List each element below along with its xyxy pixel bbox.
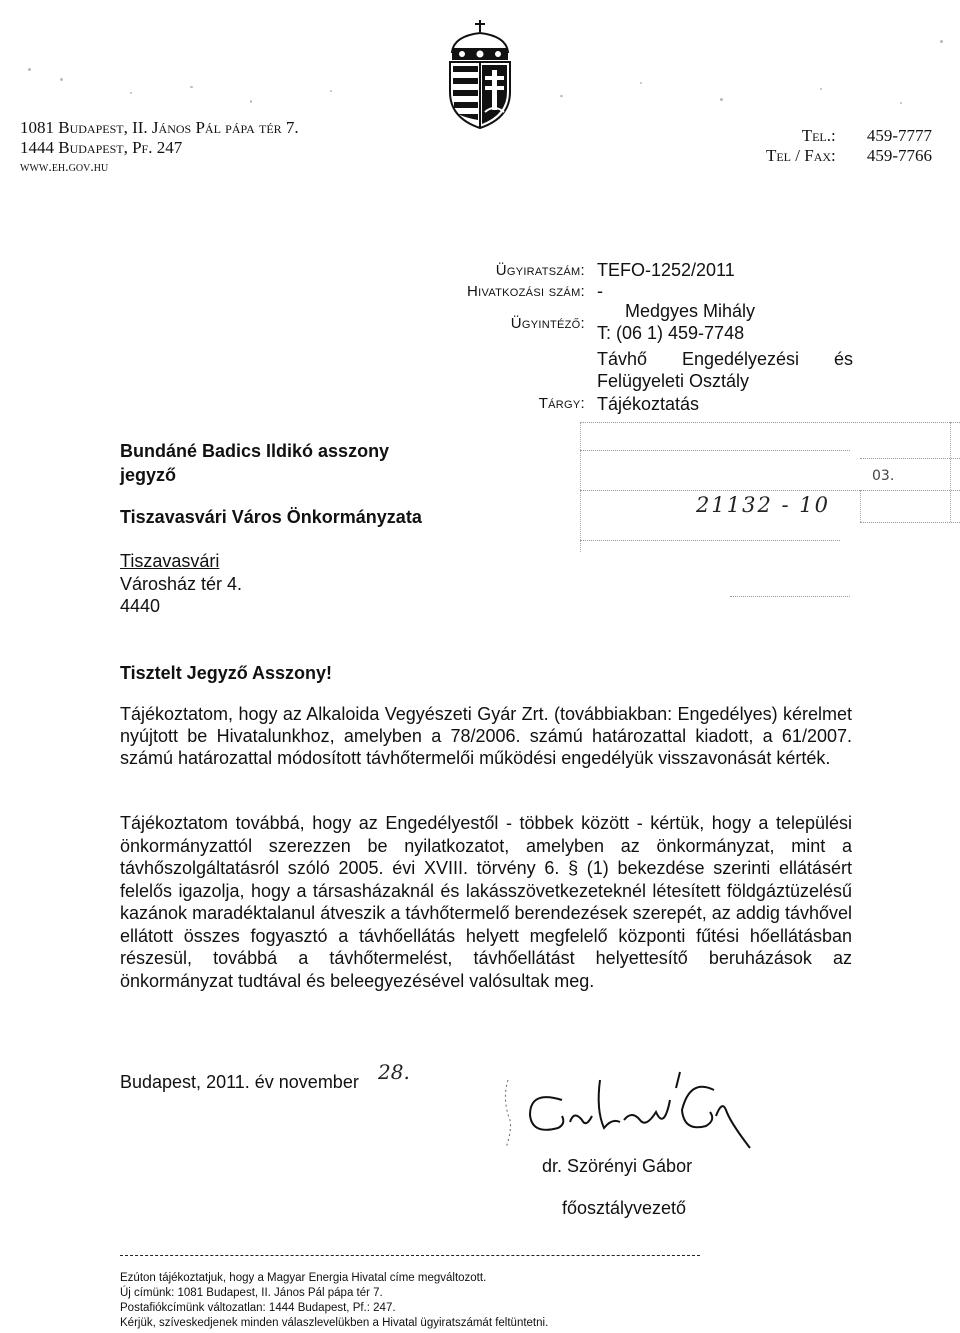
fax-label: Tel / Fax: [765,146,836,165]
stamp-date-fragment: 03. [872,468,895,484]
recipient-zip: 4440 [120,596,161,616]
date-line: Budapest, 2011. év november [120,1072,359,1092]
footer-divider [120,1255,700,1256]
footer-line: Postafiókcímünk változatlan: 1444 Budapest, Pf.: 247. [120,1302,396,1314]
salutation: Tisztelt Jegyző Asszony! [120,663,333,683]
fax-value: 459-7766 [866,146,932,165]
letterhead-address-line: 1081 Budapest, II. János Pál pápa tér 7. [20,118,299,137]
ugyintezo-dept-line-2: Felügyeleti Osztály [597,371,750,391]
recipient-city: Tiszavasvári [120,551,220,571]
letterhead-address-line: 1444 Budapest, Pf. 247 [20,138,183,157]
footer-line: Kérjük, szíveskedjenek minden válaszlevelükben a Hivatal ügyiratszámát feltüntetni. [120,1317,549,1329]
date-handwritten: 28. [378,1060,410,1084]
signatory-name: dr. Szörényi Gábor [542,1156,693,1176]
ugyintezo-phone: T: (06 1) 459-7748 [597,323,745,343]
targy-label: Tárgy: [538,395,585,412]
ugyiratszam-label: Ügyiratszám: [495,262,585,279]
stamp-handwritten-number: 21132 - 10 [696,493,830,517]
tel-label: Tel.: [801,126,836,145]
hivatkozasi-label: Hivatkozási szám: [467,283,585,300]
letterhead-phones [766,126,932,166]
tel-value: 459-7777 [866,126,932,145]
footer-line: Új címünk: 1081 Budapest, II. János Pál pápa tér 7. [120,1287,383,1299]
paragraph-1: Tájékoztatom, hogy az Alkaloida Vegyészeti Gyár Zrt. (továbbiakban: Engedélyes) kérelmet nyújtott be Hivatalunkhoz, amelyben a 78/2006. számú határozattal kiadott, a 61/2007. számú határozattal módosított távhőtermelői működési engedélyük visszavonását kérték. [120,704,852,768]
letterhead-website: www.eh.gov.hu [20,160,109,175]
recipient-title: jegyző [120,465,177,485]
paragraph-2: Tájékoztatom továbbá, hogy az Engedélyestől - többek között - kértük, hogy a települési önkormányzattól szerezzen be nyilatkozatot, amelyben az önkormányzat, mint a távhőszolgáltatásról szóló 2005. évi XVIII. törvény 6. § (1) bekezdése szerinti ellátásért felelős igazolja, hogy a társasházaknál és lakásszövetkezeteknél létesített földgáztüzelésű kazánok maradéktalanul átveszik a távhőtermelő berendezések szerepét, az addig távhővel ellátott összes fogyasztó a távhőellátás helyett megfelelő központi fűtési hőellátásban részesül, továbbá a távhőtermelést, távhőellátást helyettesítő beruházások az önkormányzat tudtával és beleegyezésével valósultak meg. [120,813,852,991]
recipient-org: Tiszavasvári Város Önkormányzata [120,507,422,527]
ugyiratszam-value: TEFO-1252/2011 [597,260,735,280]
ugyintezo-name: Medgyes Mihály [625,301,756,321]
footer-line: Ezúton tájékoztatjuk, hogy a Magyar Energia Hivatal címe megváltozott. [120,1272,487,1284]
signature-icon [500,1060,760,1160]
coat-of-arms-icon [444,18,516,130]
signatory-title: főosztályvezető [562,1198,687,1218]
targy-value: Tájékoztatás [597,394,700,414]
letterhead-address [20,118,299,178]
hivatkozasi-value: - [597,281,603,301]
recipient-street: Városház tér 4. [120,574,243,594]
footer-notice [120,1271,548,1331]
ugyintezo-label: Ügyintéző: [510,315,585,332]
ugyintezo-dept-line-1: Távhő Engedélyezési és [597,349,853,369]
recipient-name: Bundáné Badics Ildikó asszony [120,441,390,461]
